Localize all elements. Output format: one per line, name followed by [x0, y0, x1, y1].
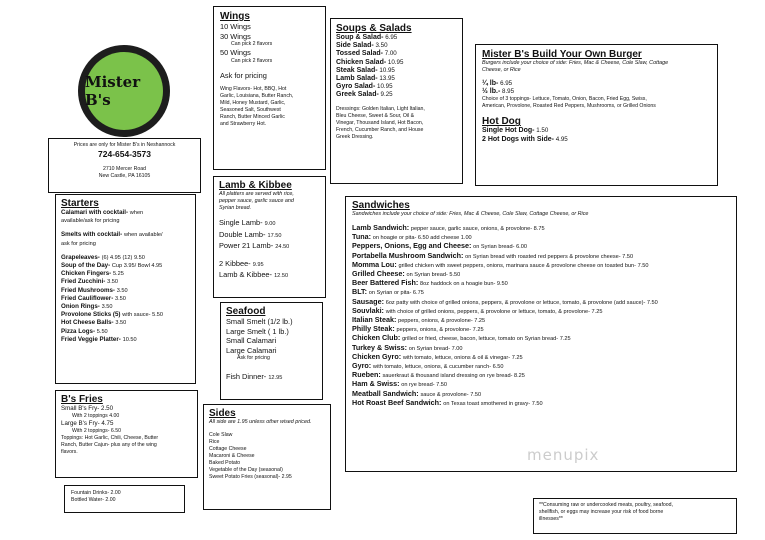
sandwich-item: Momma Lou: grilled chicken with sweet peppers, onions, marinara sauce & provolone cheese on toasted bun- 7.50	[352, 259, 649, 269]
wings-flavor-note: Can pick 2 flavors	[231, 57, 273, 64]
starter-item: Hot Cheese Balls- 3.50	[61, 319, 127, 327]
fries-line: With 2 toppings 4.00	[72, 413, 120, 420]
watermark: menupix	[527, 446, 600, 464]
lamb-note: All platters are served with rice,	[219, 191, 294, 197]
starter-item: Fried Zucchini- 3.50	[61, 278, 118, 286]
starter-item: Fried Cauliflower- 3.50	[61, 294, 126, 302]
price-note: Prices are only for Mister B's in Neshannock	[73, 142, 176, 148]
side-item: Baked Potato	[209, 460, 241, 466]
starter-item: Grapeleaves- (6) 4.95 (12) 9.50	[61, 253, 145, 261]
starter-item: Provolone Sticks (5) with sauce- 5.50	[61, 311, 163, 319]
sandwich-item: Peppers, Onions, Egg and Cheese: on Syrian bread- 6.00	[352, 241, 527, 251]
drink-item: Fountain Drinks- 2.00	[71, 490, 121, 496]
hotdog-item: Single Hot Dog- 1.50	[482, 127, 549, 135]
seafood-ask: Ask for pricing	[237, 355, 270, 362]
burger-item: ¼ lb- 6.95	[482, 80, 513, 87]
sides-note: All side are 1.95 unless other wised priced.	[209, 419, 312, 425]
burger-title: Mister B's Build Your Own Burger	[482, 49, 642, 60]
dressings: French, Cucumber Ranch, and House	[336, 126, 424, 133]
sandwiches-box	[345, 196, 737, 472]
fries-toppings: Ranch, Butter Cajun- plus any of the wing	[61, 442, 157, 449]
starter-item: Fried Mushrooms- 3.50	[61, 286, 128, 294]
sandwiches-title: Sandwiches	[352, 200, 410, 211]
starter-item: Soup of the Day- Cup 3.95/ Bowl 4.95	[61, 262, 163, 270]
lamb-item: Double Lamb- 17.50	[219, 229, 282, 239]
warning-line: illnesses**	[539, 516, 563, 522]
soup-item: Steak Salad- 10.95	[336, 66, 395, 74]
logo-name: Mister B's	[85, 73, 141, 109]
wings-item: 50 Wings	[220, 48, 251, 58]
burger-item: ½ lb.- 8.95	[482, 88, 515, 96]
lamb-item: Power 21 Lamb- 24.50	[219, 241, 290, 251]
sandwich-item: Chicken Gyro: with tomato, lettuce, onions & oil & vinegar- 7.25	[352, 351, 523, 361]
sandwich-item: Ham & Swiss: on rye bread- 7.50	[352, 379, 447, 389]
sandwich-item: Beer Battered Fish: 8oz haddock on a hoagie bun- 9.50	[352, 278, 508, 288]
burger-toppings: American, Provolone, Roasted Red Peppers, Mushrooms, or Grilled Onions	[482, 103, 656, 110]
dressings: Dressings: Golden Italian, Light Italian,	[336, 105, 425, 112]
side-item: Cole Slaw	[209, 432, 233, 438]
soup-item: Gyro Salad- 10.95	[336, 83, 393, 91]
starter-item: Smelts with cocktail- when available/	[61, 231, 163, 239]
wings-item: 10 Wings	[220, 22, 251, 31]
side-item: Vegetable of the Day (seasonal)	[209, 467, 283, 473]
sides-title: Sides	[209, 408, 236, 419]
starter-item: Pizza Logs- 5.50	[61, 327, 108, 335]
burger-toppings: Choice of 3 toppings- Lettuce, Tomato, Onion, Bacon, Fried Egg, Swiss,	[482, 96, 647, 103]
logo-badge	[85, 52, 163, 130]
lamb-item: Lamb & Kibbee- 12.50	[219, 270, 289, 280]
starter-item: Fried Veggie Platter- 10.50	[61, 335, 137, 343]
soup-item: Side Salad- 3.50	[336, 42, 388, 50]
side-item: Cottage Cheese	[209, 446, 247, 452]
hotdog-title: Hot Dog	[482, 116, 521, 128]
soup-item: Chicken Salad- 10.95	[336, 58, 404, 66]
lamb-box	[213, 176, 326, 298]
wings-title: Wings	[220, 11, 250, 22]
starter-item: Calamari with cocktail- when	[61, 209, 144, 216]
sandwich-item: Sausage: 6oz patty with choice of grilled onions, peppers, & provolone or lettuce, tomato, & provolone (add sauce)- 7.50	[352, 296, 658, 306]
sandwich-item: Italian Steak: peppers, onions, & provolone- 7.25	[352, 315, 486, 325]
address-line-1: 2710 Mercer Road	[103, 166, 146, 172]
burger-note: Cheese, or Rice	[482, 67, 521, 73]
lamb-note: pepper sauce, garlic sauce and	[219, 198, 294, 204]
sandwich-item: Chicken Club: grilled or fried, cheese, bacon, lettuce, tomato on Syrian bread- 7.25	[352, 333, 571, 343]
lamb-title: Lamb & Kibbee	[219, 180, 292, 191]
starters-box	[55, 194, 196, 384]
fries-line: Small B's Fry- 2.50	[61, 405, 114, 412]
sandwich-item: Portabella Mushroom Sandwich: on Syrian bread with roasted red peppers & provolone cheese- 7.50	[352, 250, 634, 260]
soup-item: Lamb Salad- 13.95	[336, 75, 395, 83]
dressings: Greek Dressing.	[336, 133, 374, 140]
starter-item: Chicken Fingers- 5.25	[61, 270, 124, 278]
side-item: Macaroni & Cheese	[209, 453, 255, 459]
wings-item: 30 Wings	[220, 31, 251, 41]
wings-box	[213, 6, 326, 170]
dressings: Vinegar, Thousand Island, Hot Bacon,	[336, 119, 424, 126]
fries-toppings: Toppings: Hot Garlic, Chili, Cheese, Butter	[61, 435, 159, 442]
sandwich-item: Souvlaki: with choice of grilled onions, peppers, & provolone or lettuce, tomato, & provolone- 7.25	[352, 305, 603, 315]
soup-item: Greek Salad- 9.25	[336, 91, 393, 99]
side-item: Rice	[209, 439, 220, 445]
sandwich-item: Lamb Sandwich: pepper sauce, garlic sauce, onions, & provolone- 8.75	[352, 223, 545, 232]
sandwich-item: Grilled Cheese: on Syrian bread- 5.50	[352, 269, 461, 279]
warning-line: **Consuming raw or undercooked meats, poultry, seafood,	[539, 502, 673, 508]
burger-note: Burgers include your choice of side: Fries, Mac & Cheese, Cole Slaw, Cottage	[482, 60, 669, 66]
wing-flavors: Garlic, Louisiana, Butter Ranch,	[220, 93, 294, 100]
soup-item: Tossed Salad- 7.00	[336, 50, 397, 58]
side-item: Sweet Potato Fries (seasonal)- 2.95	[209, 474, 292, 480]
dressings: Bleu Cheese, Sweet & Sour, Oil &	[336, 112, 415, 119]
phone: 724-654-3573	[98, 149, 151, 159]
wing-flavors: Mild, Honey Mustard, Garlic,	[220, 100, 286, 107]
wing-flavors: Ranch, Butter Minced Garlic	[220, 114, 285, 121]
wing-flavors: Seasoned Salt, Southwest	[220, 107, 281, 114]
starter-item: available/ask for pricing	[61, 218, 120, 225]
fries-title: B's Fries	[61, 394, 103, 405]
burger-box	[475, 44, 718, 186]
seafood-title: Seafood	[226, 306, 266, 317]
fries-toppings: flavors.	[61, 449, 78, 456]
wings-flavor-note: Can pick 2 flavors	[231, 41, 273, 48]
sandwich-item: Philly Steak: peppers, onions, & provolone- 7.25	[352, 324, 484, 334]
starters-title: Starters	[61, 198, 99, 209]
seafood-box	[220, 302, 323, 400]
hotdog-item: 2 Hot Dogs with Side- 4.95	[482, 135, 568, 143]
sides-box	[203, 404, 331, 510]
drinks-box	[64, 485, 185, 513]
soups-box	[330, 18, 463, 184]
starter-item: Onion Rings- 3.50	[61, 303, 113, 311]
warning-line: shellfish, or eggs may increase your risk of food borne	[539, 509, 664, 515]
wing-flavors: and Strawberry Hot.	[220, 121, 267, 128]
fish-dinner: Fish Dinner- 12.95	[226, 372, 283, 382]
address-line-2: New Castle, PA 16105	[98, 173, 151, 179]
soups-title: Soups & Salads	[336, 23, 412, 34]
sandwich-item: Meatball Sandwich: sauce & provolone- 7.50	[352, 388, 482, 398]
sandwich-item: Tuna: on hoagie or pita- 6.50 add cheese 1.00	[352, 232, 472, 242]
seafood-item: Large Smelt ( 1 lb.)	[226, 326, 289, 336]
logo	[78, 45, 170, 137]
fries-line: Large B's Fry- 4.75	[61, 420, 114, 428]
fries-box	[55, 390, 198, 478]
sandwich-item: Rueben: sauerkraut & thousand island dressing on rye bread- 8.25	[352, 370, 525, 380]
lamb-item: Single Lamb- 9.00	[219, 218, 276, 227]
soup-item: Soup & Salad- 6.95	[336, 34, 398, 41]
starter-item: ask for pricing	[61, 240, 96, 247]
sandwich-item: Hot Roast Beef Sandwich: on Texas toast smothered in gravy- 7.50	[352, 397, 543, 407]
sandwich-item: Gyro: with tomato, lettuce, onions, & cucumber ranch- 6.50	[352, 361, 504, 371]
fries-line: With 2 toppings- 6.50	[72, 428, 122, 435]
warning-box	[533, 498, 737, 534]
lamb-note: Syrian bread.	[219, 205, 252, 211]
seafood-item: Small Smelt (1/2 lb.)	[226, 317, 293, 326]
drink-item: Bottled Water- 2.00	[71, 497, 116, 503]
sandwich-item: BLT: on Syrian or pita- 6.75	[352, 287, 424, 297]
sandwiches-note: Sandwiches include your choice of side: Fries, Mac & Cheese, Cole Slaw, Cottage Cheese, or Rice	[352, 211, 589, 217]
seafood-item: Small Calamari	[226, 336, 277, 346]
sandwich-item: Turkey & Swiss: on Syrian bread- 7.00	[352, 342, 463, 352]
seafood-item: Large Calamari	[226, 345, 277, 355]
wings-ask: Ask for pricing	[220, 70, 267, 80]
info-box	[48, 138, 201, 193]
wing-flavors: Wing Flavors- Hot, BBQ, Hot	[220, 86, 287, 93]
lamb-item: 2 Kibbee- 9.95	[219, 258, 264, 268]
